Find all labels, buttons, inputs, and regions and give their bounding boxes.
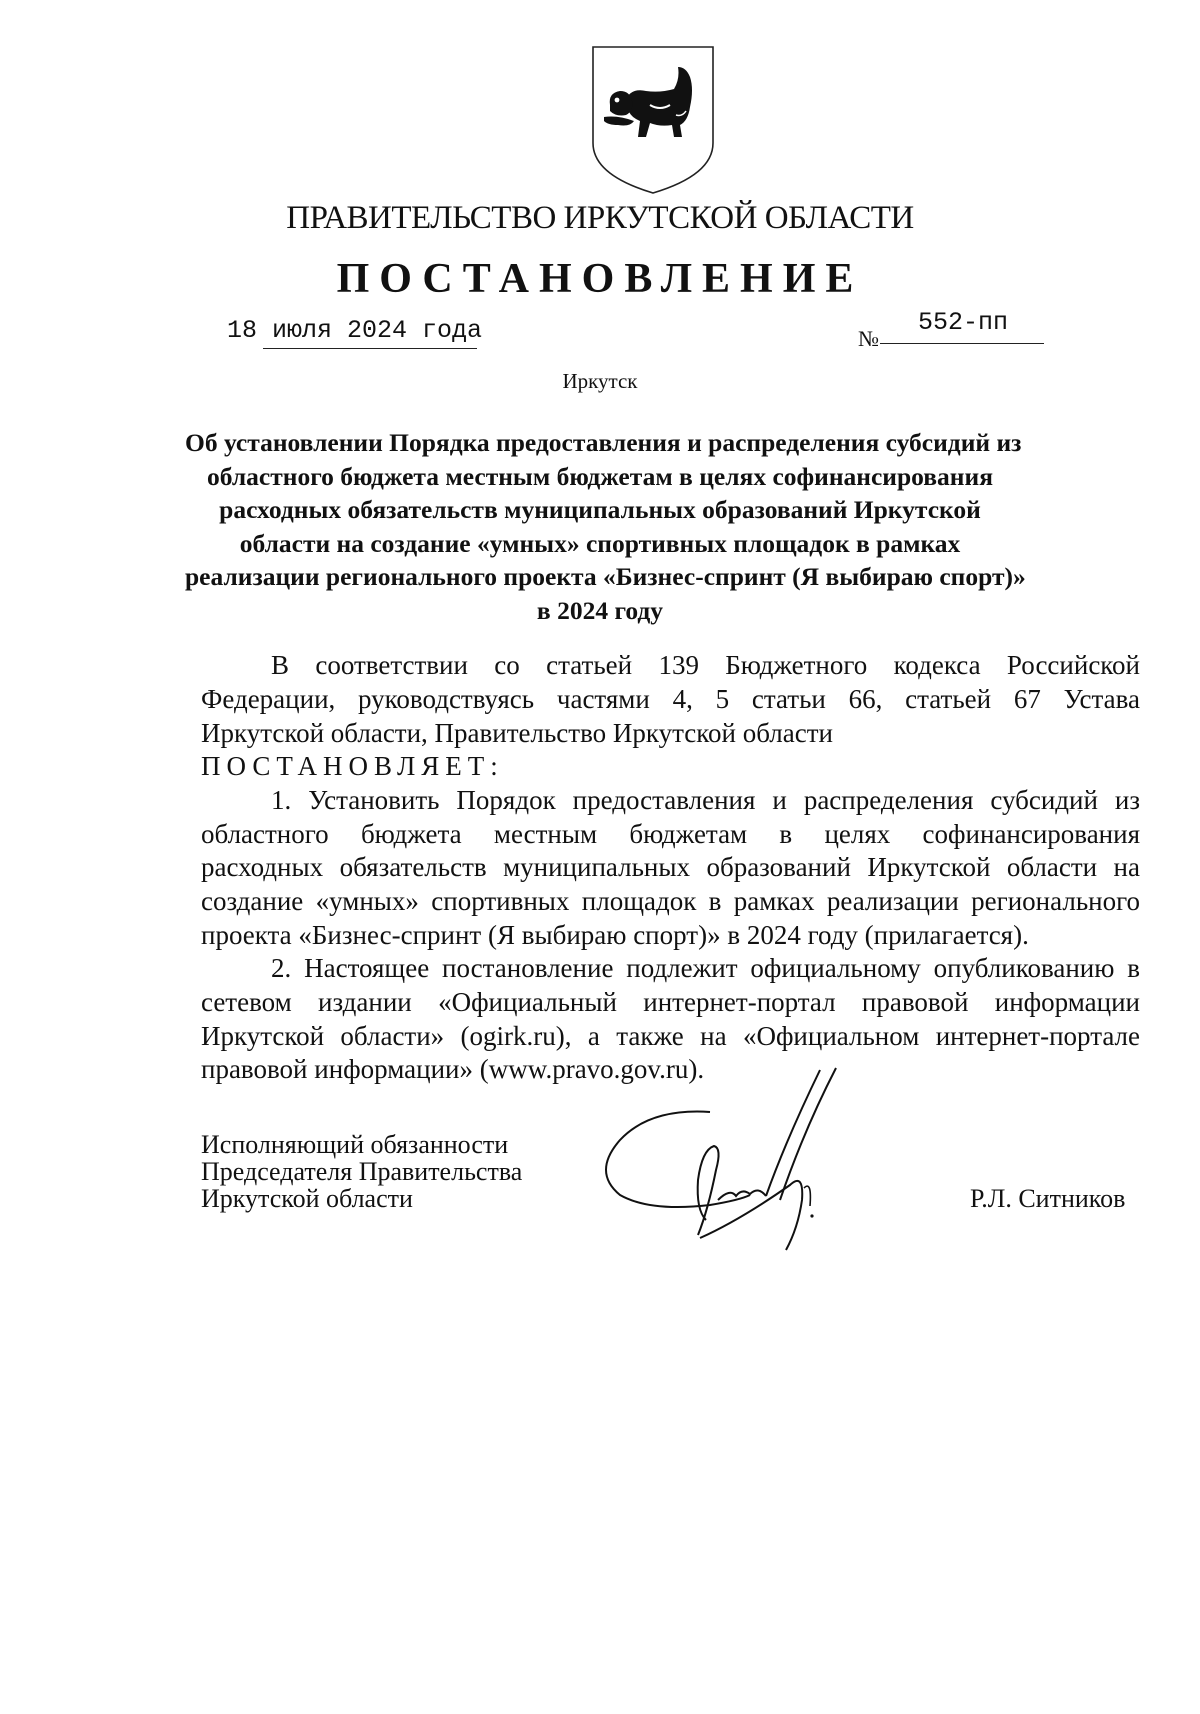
body-line: 2. Настоящее постановление подлежит официальному опубликованию в (271, 953, 1140, 983)
signer-position (201, 1131, 522, 1212)
city: Иркутск (562, 369, 638, 393)
body-line: создание «умных» спортивных площадок в рамках реализации регионального (201, 886, 1140, 916)
body-line: Иркутской области» (ogirk.ru), а также на «Официальном интернет-портале (201, 1021, 1140, 1051)
body-line: расходных обязательств муниципальных образований Иркутской области на (201, 852, 1140, 882)
title-line: в 2024 году (536, 595, 664, 625)
document-number: 552-пп (918, 308, 1009, 337)
body-line: проекта «Бизнес-спринт (Я выбираю спорт)» в 2024 году (прилагается). (201, 920, 1029, 950)
body-line: сетевом издании «Официальный интернет-портал правовой информации (201, 987, 1140, 1017)
handwritten-signature-icon (590, 1060, 920, 1260)
document-date: 18 июля 2024 года (227, 316, 483, 345)
irkutsk-coat-of-arms-icon (590, 45, 716, 195)
signer-name: Р.Л. Ситников (970, 1184, 1126, 1213)
body-line: областного бюджета местным бюджетам в целях софинансирования (201, 819, 1140, 849)
signer-position-line: Иркутской области (201, 1184, 413, 1213)
date-underline (263, 348, 477, 349)
body-line: В соответствии со статьей 139 Бюджетного кодекса Российской (271, 650, 1140, 680)
date-field (227, 316, 483, 350)
body-line: правовой информации» (www.pravo.gov.ru). (201, 1054, 705, 1084)
title-line: расходных обязательств муниципальных образований Иркутской (219, 495, 981, 524)
signer-position-line: Председателя Правительства (201, 1157, 523, 1186)
title-line: областного бюджета местным бюджетам в целях софинансирования (207, 461, 993, 491)
body-line: ПОСТАНОВЛЯЕТ: (201, 751, 504, 781)
signer-position-line: Исполняющий обязанности (201, 1130, 509, 1159)
document-type: ПОСТАНОВЛЕНИЕ (336, 256, 864, 302)
organization-name: ПРАВИТЕЛЬСТВО ИРКУТСКОЙ ОБЛАСТИ (286, 200, 914, 236)
body-line: Иркутской области, Правительство Иркутской области (201, 718, 833, 748)
title-line: области на создание «умных» спортивных площадок в рамках (239, 528, 961, 558)
number-underline (880, 343, 1044, 344)
title-line: реализации регионального проекта «Бизнес-спринт (Я выбираю спорт)» (185, 562, 1026, 591)
body-line: 1. Установить Порядок предоставления и распределения субсидий из (271, 785, 1140, 815)
body-line: Федерации, руководствуясь частями 4, 5 статьи 66, статьей 67 Устава (201, 684, 1140, 714)
title-line: Об установлении Порядка предоставления и распределения субсидий из (185, 428, 1022, 457)
number-field (880, 308, 1044, 346)
number-label: № (858, 326, 879, 351)
document-title (185, 426, 1026, 627)
